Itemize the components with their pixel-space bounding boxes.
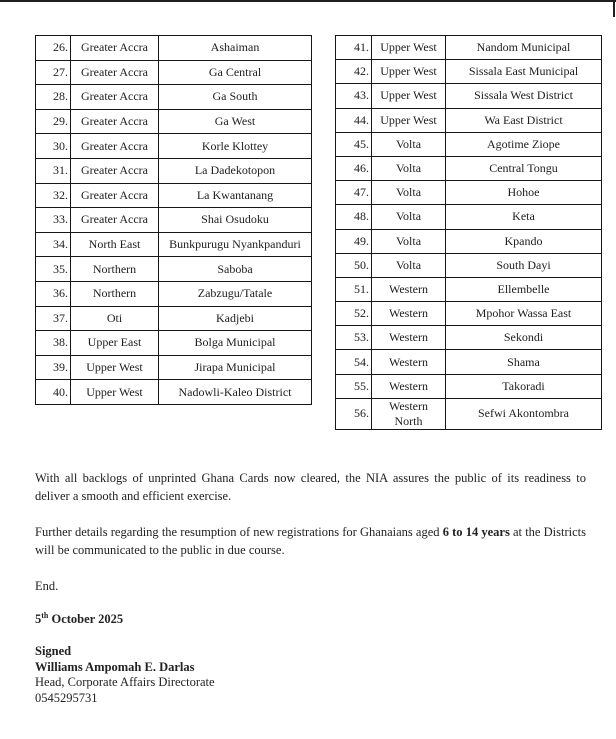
district-cell: Kadjebi	[159, 306, 312, 331]
region-cell: Greater Accra	[71, 85, 159, 110]
table-row	[336, 277, 602, 301]
district-cell: Ashaiman	[159, 36, 312, 61]
region-cell: Volta	[372, 156, 446, 180]
districts-table-right	[335, 35, 602, 430]
table-row	[336, 302, 602, 326]
table-row	[336, 156, 602, 180]
region-cell: Oti	[71, 306, 159, 331]
table-row	[36, 380, 312, 405]
district-cell: Bunkpurugu Nyankpanduri	[159, 232, 312, 257]
table-row	[36, 85, 312, 110]
district-cell: Sekondi	[446, 326, 602, 350]
table-row	[336, 350, 602, 374]
region-cell: Upper East	[71, 331, 159, 356]
table-row	[36, 183, 312, 208]
region-cell: Volta	[372, 181, 446, 205]
table-row	[36, 158, 312, 183]
district-cell: South Dayi	[446, 253, 602, 277]
num-cell: 39.	[36, 355, 71, 380]
region-cell: Greater Accra	[71, 109, 159, 134]
district-cell: Ga Central	[159, 60, 312, 85]
num-cell: 45.	[336, 132, 372, 156]
district-cell: La Dadekotopon	[159, 158, 312, 183]
district-cell: Kpando	[446, 229, 602, 253]
paragraph-further-details-start: Further details regarding the resumption of new registrations for Ghanaians aged	[35, 525, 443, 539]
region-cell: Western	[372, 374, 446, 398]
signatory-name: Williams Ampomah E. Darlas	[35, 659, 195, 674]
region-cell: Western	[372, 350, 446, 374]
table-row	[36, 331, 312, 356]
table-row	[36, 232, 312, 257]
table-row	[336, 326, 602, 350]
signatory-phone: 0545295731	[35, 690, 98, 705]
table-row	[36, 36, 312, 61]
table-row	[336, 253, 602, 277]
district-cell: Bolga Municipal	[159, 331, 312, 356]
region-cell: Northern	[71, 257, 159, 282]
top-right-border-tick	[613, 0, 615, 17]
district-cell: Ellembelle	[446, 277, 602, 301]
num-cell: 38.	[36, 331, 71, 356]
table-row	[36, 208, 312, 233]
district-cell: Nandom Municipal	[446, 36, 602, 60]
num-cell: 49.	[336, 229, 372, 253]
districts-table-left-body	[36, 36, 312, 405]
table-row	[36, 281, 312, 306]
district-cell: Ga South	[159, 85, 312, 110]
num-cell: 35.	[36, 257, 71, 282]
region-cell: Northern	[71, 281, 159, 306]
num-cell: 42.	[336, 60, 372, 84]
table-row	[36, 109, 312, 134]
num-cell: 31.	[36, 158, 71, 183]
num-cell: 34.	[36, 232, 71, 257]
region-cell: Upper West	[71, 380, 159, 405]
table-row	[336, 181, 602, 205]
table-row	[336, 132, 602, 156]
region-cell: Greater Accra	[71, 134, 159, 159]
table-row	[36, 60, 312, 85]
region-cell: Western North	[372, 398, 446, 429]
num-cell: 50.	[336, 253, 372, 277]
region-cell: Western	[372, 326, 446, 350]
table-row	[336, 36, 602, 60]
table-row	[36, 306, 312, 331]
num-cell: 37.	[36, 306, 71, 331]
signature-block	[35, 644, 586, 706]
end-label: End.	[35, 579, 59, 593]
table-row	[36, 134, 312, 159]
district-cell: Ga West	[159, 109, 312, 134]
region-cell: Greater Accra	[71, 36, 159, 61]
num-cell: 56.	[336, 398, 372, 429]
date-day: 5	[35, 612, 42, 626]
region-cell: Volta	[372, 132, 446, 156]
table-row	[36, 257, 312, 282]
region-cell: Western	[372, 277, 446, 301]
region-cell: Volta	[372, 205, 446, 229]
district-cell: Shama	[446, 350, 602, 374]
table-row	[336, 205, 602, 229]
district-cell: Mpohor Wassa East	[446, 302, 602, 326]
table-row	[336, 229, 602, 253]
num-cell: 40.	[36, 380, 71, 405]
region-cell: Volta	[372, 253, 446, 277]
district-cell: Hohoe	[446, 181, 602, 205]
age-range-bold: 6 to 14 years	[442, 525, 510, 539]
table-row	[336, 60, 602, 84]
district-cell: Wa East District	[446, 108, 602, 132]
district-cell: Keta	[446, 205, 602, 229]
num-cell: 43.	[336, 84, 372, 108]
num-cell: 32.	[36, 183, 71, 208]
district-cell: Takoradi	[446, 374, 602, 398]
num-cell: 41.	[336, 36, 372, 60]
num-cell: 55.	[336, 374, 372, 398]
signatory-title: Head, Corporate Affairs Directorate	[35, 675, 215, 689]
region-cell: Upper West	[372, 108, 446, 132]
districts-table-right-body	[336, 36, 602, 430]
district-cell: Central Tongu	[446, 156, 602, 180]
body-text	[35, 469, 586, 706]
date-line	[35, 610, 586, 628]
table-row	[36, 355, 312, 380]
region-cell: Greater Accra	[71, 60, 159, 85]
table-row	[336, 374, 602, 398]
num-cell: 47.	[336, 181, 372, 205]
district-cell: Korle Klottey	[159, 134, 312, 159]
district-cell: Saboba	[159, 257, 312, 282]
num-cell: 54.	[336, 350, 372, 374]
district-cell: Zabzugu/Tatale	[159, 281, 312, 306]
num-cell: 51.	[336, 277, 372, 301]
region-cell: Volta	[372, 229, 446, 253]
num-cell: 30.	[36, 134, 71, 159]
district-cell: Shai Osudoku	[159, 208, 312, 233]
num-cell: 26.	[36, 36, 71, 61]
num-cell: 46.	[336, 156, 372, 180]
region-cell: Upper West	[372, 36, 446, 60]
region-cell: Greater Accra	[71, 208, 159, 233]
table-row	[336, 108, 602, 132]
region-cell: Upper West	[71, 355, 159, 380]
district-cell: La Kwantanang	[159, 183, 312, 208]
num-cell: 36.	[36, 281, 71, 306]
region-cell: Greater Accra	[71, 183, 159, 208]
table-row	[336, 84, 602, 108]
num-cell: 48.	[336, 205, 372, 229]
num-cell: 33.	[36, 208, 71, 233]
num-cell: 44.	[336, 108, 372, 132]
district-cell: Sissala East Municipal	[446, 60, 602, 84]
region-cell: Upper West	[372, 60, 446, 84]
region-cell: Upper West	[372, 84, 446, 108]
region-cell: Western	[372, 302, 446, 326]
num-cell: 53.	[336, 326, 372, 350]
num-cell: 52.	[336, 302, 372, 326]
paragraph-further-details-end: at the Districts will be communicated to the public in due course.	[35, 525, 586, 557]
signed-label: Signed	[35, 644, 72, 658]
num-cell: 28.	[36, 85, 71, 110]
district-cell: Sefwi Akontombra	[446, 398, 602, 429]
district-cell: Agotime Ziope	[446, 132, 602, 156]
region-cell: North East	[71, 232, 159, 257]
num-cell: 29.	[36, 109, 71, 134]
date-ordinal: th	[41, 610, 49, 620]
district-tables	[35, 35, 602, 430]
district-cell: Jirapa Municipal	[159, 355, 312, 380]
top-border-line	[0, 0, 616, 2]
date-month-year: October 2025	[48, 612, 124, 626]
district-cell: Sissala West District	[446, 84, 602, 108]
num-cell: 27.	[36, 60, 71, 85]
paragraph-readiness: With all backlogs of unprinted Ghana Cards now cleared, the NIA assures the public of its readiness to deliver a smooth and efficient exercise.	[35, 471, 586, 503]
table-row	[336, 398, 602, 429]
region-cell: Greater Accra	[71, 158, 159, 183]
district-cell: Nadowli-Kaleo District	[159, 380, 312, 405]
paragraph-further-details	[35, 523, 586, 559]
districts-table-left	[35, 35, 312, 405]
